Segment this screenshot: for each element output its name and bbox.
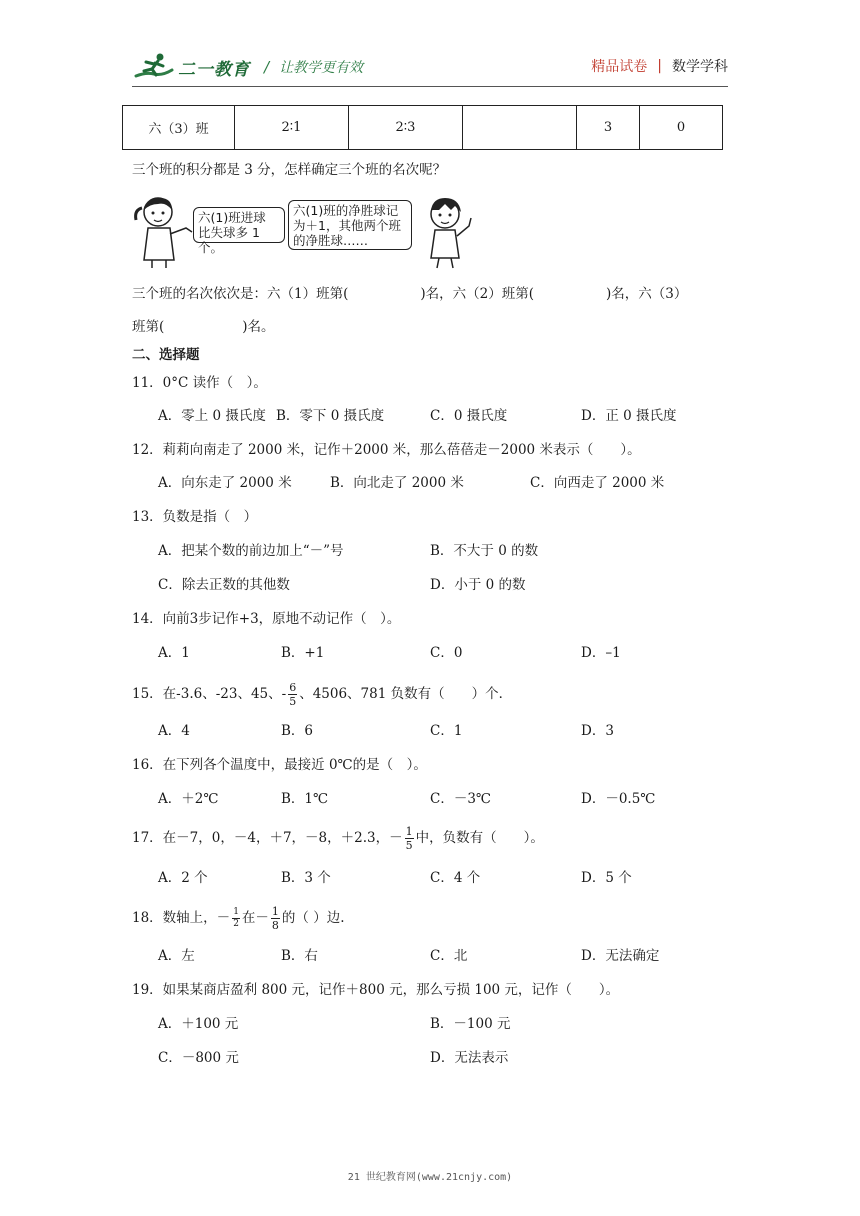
logo-text: 二一教育 [178, 59, 250, 80]
table-cell: 2∶1 [235, 106, 349, 150]
q14-option-c[interactable]: C．0 [430, 645, 463, 661]
girl-speech-bubble [193, 207, 285, 255]
q10-prompt: 三个班的积分都是 3 分，怎样确定三个班的名次呢？ [132, 162, 447, 178]
q12-option-b[interactable]: B．向北走了 2000 米 [330, 475, 464, 491]
q15-stem [132, 677, 512, 711]
bubble-line: 六(1)班进球 [198, 210, 266, 225]
q18-option-b[interactable]: B．右 [281, 948, 318, 964]
q15-option-c[interactable]: C．1 [430, 723, 463, 739]
fraction-denominator: 5 [289, 695, 297, 708]
stem-text: 在－ [241, 910, 269, 926]
q14-stem: 14．向前3步记作+3，原地不动记作（ ）。 [132, 611, 401, 627]
boy-figure-icon [415, 192, 480, 270]
q13-option-a[interactable]: A．把某个数的前边加上“－”号 [158, 543, 344, 559]
table-cell [463, 106, 577, 150]
q12-stem: 12．莉莉向南走了 2000 米，记作＋2000 米，那么蓓蓓走－2000 米表示（ ）。 [132, 442, 641, 458]
q17-option-d[interactable]: D．5 个 [581, 870, 632, 886]
q17-option-a[interactable]: A．2 个 [158, 870, 208, 886]
q18-option-d[interactable]: D．无法确定 [581, 948, 660, 964]
q15-option-b[interactable]: B．6 [281, 723, 314, 739]
q18-option-c[interactable]: C．北 [430, 948, 468, 964]
q18-stem [132, 900, 345, 936]
q13-option-b[interactable]: B．不大于 0 的数 [430, 543, 539, 559]
q19-option-b[interactable]: B．－100 元 [430, 1016, 511, 1032]
table-cell: 六（3）班 [123, 106, 235, 150]
fraction-denominator: 8 [271, 919, 279, 932]
tag-divider: | [657, 58, 662, 74]
stem-text: 、4506、781 负数有（ ）个． [299, 686, 513, 702]
q14-option-a[interactable]: A．1 [158, 645, 190, 661]
q10-answer-line2 [132, 317, 275, 337]
q11-option-a[interactable]: A．零上 0 摄氏度 [158, 408, 266, 424]
page-header [132, 50, 728, 86]
slogan-separator: / [264, 58, 270, 76]
table-row [123, 106, 723, 150]
q16-option-d[interactable]: D．－0.5℃ [581, 791, 656, 807]
boy-speech-bubble [288, 200, 412, 250]
fraction [288, 681, 297, 708]
q11-option-b[interactable]: B．零下 0 摄氏度 [276, 408, 385, 424]
tag-subject: 数学学科 [672, 59, 728, 75]
answer-text: )名。 [242, 319, 275, 335]
q12-option-a[interactable]: A．向东走了 2000 米 [158, 475, 292, 491]
q12-option-c[interactable]: C．向西走了 2000 米 [530, 475, 665, 491]
fraction [232, 907, 240, 930]
score-table [122, 105, 723, 150]
header-tags [591, 56, 728, 76]
runner-logo-icon [132, 52, 176, 82]
girl-figure-icon [130, 192, 200, 270]
fraction-denominator: 2 [233, 919, 239, 929]
q17-stem [132, 821, 544, 855]
q19-option-a[interactable]: A．＋100 元 [158, 1016, 239, 1032]
q11-option-c[interactable]: C．0 摄氏度 [430, 408, 508, 424]
slogan: 让教学更有效 [279, 60, 364, 76]
answer-text: )名，六（3） [605, 286, 688, 302]
fraction-numerator: 1 [233, 907, 239, 917]
answer-text: 班第( [132, 319, 165, 335]
q14-option-d[interactable]: D．–1 [581, 645, 621, 661]
stem-text: 中，负数有（ ）。 [415, 830, 544, 846]
q11-stem: 11．0°C 读作（ ）。 [132, 375, 267, 391]
stem-text: 15．在-3.6、-23、45、- [132, 686, 287, 702]
stem-text: 17．在－7，0，－4，＋7，－8，＋2.3，－ [132, 830, 403, 846]
logo [132, 50, 363, 84]
answer-text: 三个班的名次依次是：六（1）班第( [132, 286, 349, 302]
q13-option-d[interactable]: D．小于 0 的数 [430, 577, 526, 593]
stem-text: 的（ ）边. [281, 910, 345, 926]
tag-premium-paper: 精品试卷 [591, 59, 648, 75]
q17-option-c[interactable]: C．4 个 [430, 870, 481, 886]
q17-option-b[interactable]: B．3 个 [281, 870, 331, 886]
fraction-denominator: 5 [405, 839, 413, 852]
bubble-line: 为＋1，其他两个班 [293, 218, 401, 233]
fraction [405, 825, 414, 852]
q19-option-d[interactable]: D．无法表示 [430, 1050, 509, 1066]
q16-option-c[interactable]: C．－3℃ [430, 791, 492, 807]
bubble-line: 比失球多 1 个。 [198, 225, 260, 255]
fraction-numerator: 1 [405, 825, 413, 838]
table-cell: 2∶3 [349, 106, 463, 150]
q13-option-c[interactable]: C．除去正数的其他数 [158, 577, 290, 593]
q16-option-a[interactable]: A．＋2℃ [158, 791, 219, 807]
bubble-line: 六(1)班的净胜球记 [293, 203, 399, 218]
section-title: 二、选择题 [132, 347, 200, 363]
answer-text: )名，六（2）班第( [420, 286, 534, 302]
fraction-numerator: 6 [289, 681, 297, 694]
page-footer: 21 世纪教育网(www.21cnjy.com) [347, 1172, 513, 1183]
q15-option-d[interactable]: D．3 [581, 723, 614, 739]
q19-option-c[interactable]: C．－800 元 [158, 1050, 239, 1066]
q14-option-b[interactable]: B．+1 [281, 645, 325, 661]
q10-answer-line1 [132, 284, 687, 304]
header-divider [132, 86, 728, 87]
fraction-numerator: 1 [271, 905, 279, 918]
q10-illustration [130, 192, 480, 270]
stem-text: 18．数轴上，－ [132, 910, 231, 926]
q11-option-d[interactable]: D．正 0 摄氏度 [581, 408, 677, 424]
q19-stem: 19．如果某商店盈利 800 元，记作＋800 元，那么亏损 100 元，记作（ ）。 [132, 982, 620, 998]
q16-option-b[interactable]: B．1℃ [281, 791, 329, 807]
q15-option-a[interactable]: A．4 [158, 723, 190, 739]
table-cell: 3 [577, 106, 640, 150]
q16-stem: 16．在下列各个温度中，最接近 0℃的是（ ）。 [132, 757, 427, 773]
q13-stem: 13．负数是指（ ） [132, 509, 258, 525]
q18-option-a[interactable]: A．左 [158, 948, 195, 964]
table-cell: 0 [640, 106, 723, 150]
fraction [271, 905, 280, 932]
bubble-line: 的净胜球…… [293, 233, 369, 248]
